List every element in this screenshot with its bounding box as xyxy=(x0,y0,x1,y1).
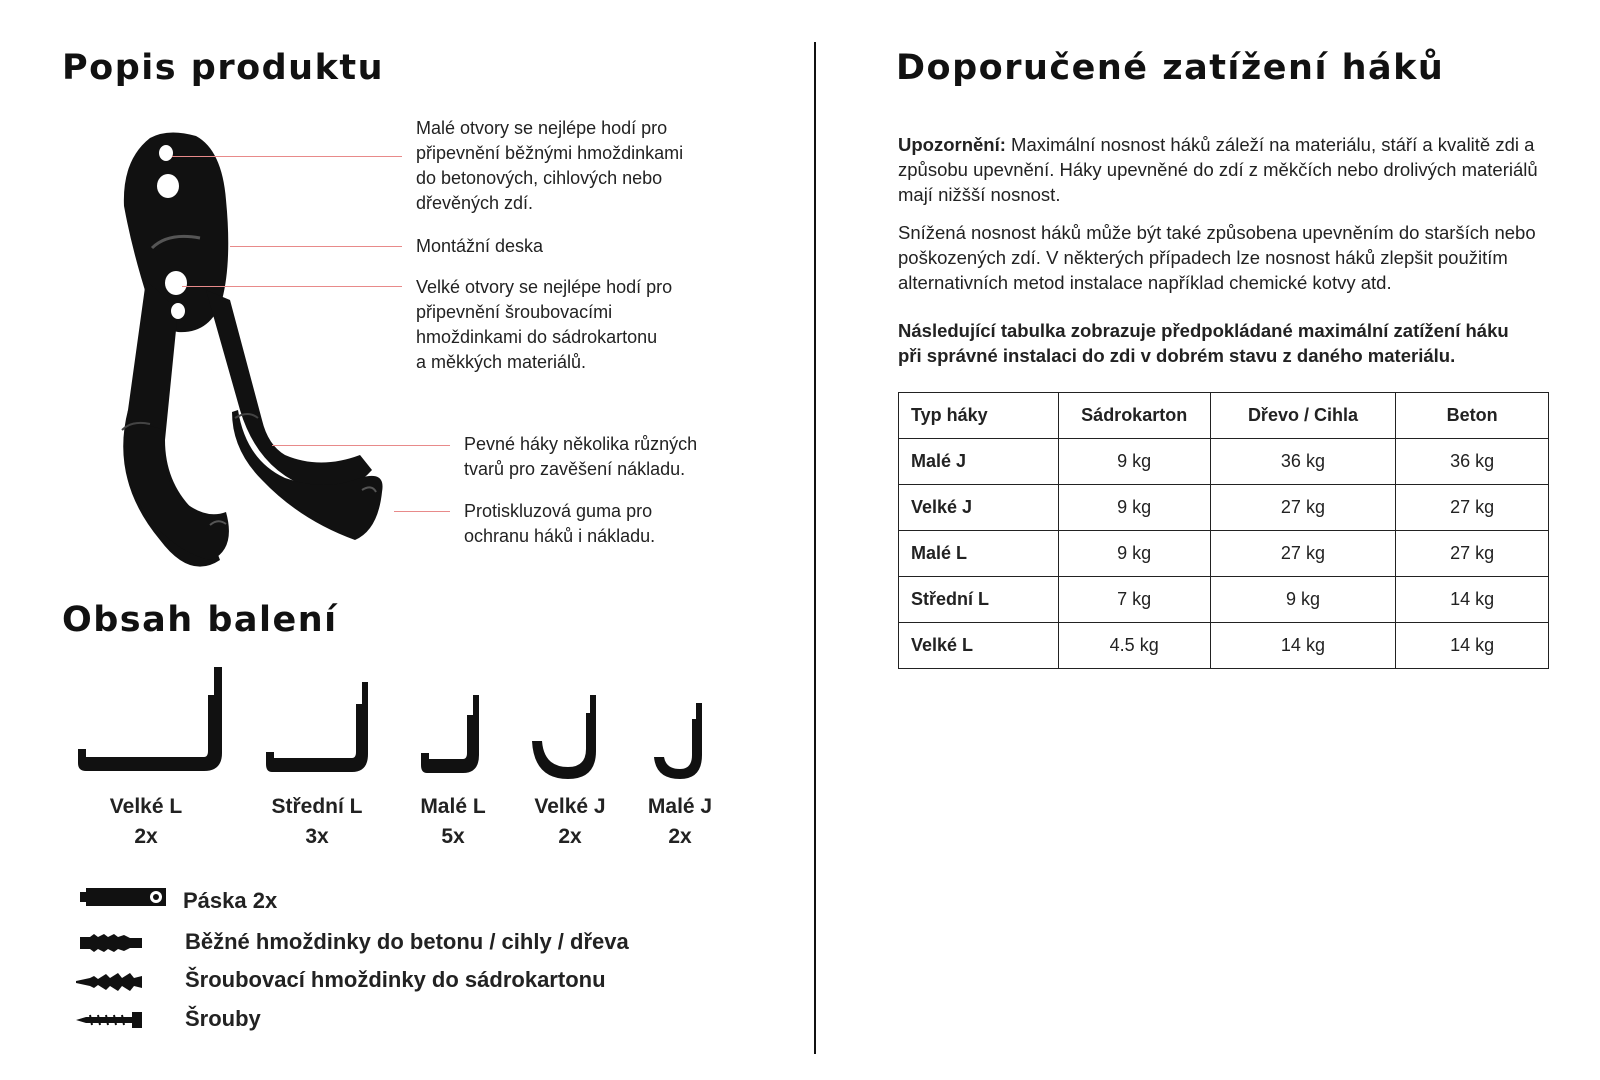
package-contents-title: Obsah balení xyxy=(62,600,338,640)
product-description-title: Popis produktu xyxy=(62,48,385,88)
accessory-drywall-anchor-label: Šroubovací hmoždinky do sádrokartonu xyxy=(185,967,606,992)
table-cell: 14 kg xyxy=(1210,623,1396,669)
table-cell: 4.5 kg xyxy=(1058,623,1210,669)
warning-label: Upozornění: xyxy=(898,134,1006,155)
table-header-cell: Dřevo / Cihla xyxy=(1210,393,1396,439)
leader-line-small-holes xyxy=(172,156,402,157)
wall-plug-icon xyxy=(80,932,146,954)
hook-item-name: Malé J xyxy=(647,795,713,818)
leader-line-mount-plate xyxy=(230,246,402,247)
large-j-hook-icon xyxy=(530,693,610,788)
table-cell: 36 kg xyxy=(1396,439,1549,485)
table-row xyxy=(899,623,1549,669)
hook-item-small-j xyxy=(630,792,730,852)
hook-item-small-l xyxy=(403,792,503,852)
table-cell: 27 kg xyxy=(1396,485,1549,531)
table-intro-paragraph: Následující tabulka zobrazuje předpokládané maximální zatížení háku při správné instalaci do zdi v dobrém stavu z daného materiálu. xyxy=(898,320,1509,366)
strap-icon xyxy=(80,886,170,912)
hook-item-large-l xyxy=(96,792,196,852)
large-l-hook-icon xyxy=(76,665,226,780)
reduced-capacity-paragraph: Snížená nosnost háků může být také způsobena upevněním do starších nebo poškozených zdí. V některých případech lze nosnost háků zlepšit použitím alternativních metod instalace například chemické kotvy atd. xyxy=(898,222,1536,293)
callout-hooks: Pevné háky několika různých tvarů pro zavěšení nákladu. xyxy=(464,434,698,479)
table-cell: Střední L xyxy=(899,577,1059,623)
table-row xyxy=(899,577,1549,623)
screw-icon xyxy=(76,1009,146,1031)
table-row xyxy=(899,531,1549,577)
accessory-strap-label: Páska 2x xyxy=(183,888,278,913)
hook-item-name: Malé L xyxy=(420,795,486,818)
callout-large-holes: Velké otvory se nejlépe hodí pro připevnění šroubovacími hmoždinkami do sádrokartonu a měkkých materiálů. xyxy=(416,277,673,372)
recommended-load-title: Doporučené zatížení háků xyxy=(896,48,1445,88)
table-row xyxy=(899,439,1549,485)
warning-text: Maximální nosnost háků záleží na materiálu, stáří a kvalitě zdi a způsobu upevnění. Háky upevněné do zdí z měkčích nebo drolivých materiálů mají nižšší nosnost. xyxy=(898,134,1538,205)
leader-line-hooks xyxy=(272,445,450,446)
hook-item-medium-l xyxy=(257,792,377,852)
table-cell: Malé L xyxy=(899,531,1059,577)
accessory-wall-plug-label: Běžné hmoždinky do betonu / cihly / dřeva xyxy=(185,929,629,954)
table-cell: 9 kg xyxy=(1210,577,1396,623)
hook-item-name: Velké J xyxy=(534,795,606,818)
table-cell: 14 kg xyxy=(1396,623,1549,669)
table-cell: Velké J xyxy=(899,485,1059,531)
table-cell: 27 kg xyxy=(1210,485,1396,531)
medium-l-hook-icon xyxy=(264,680,374,780)
drywall-anchor-icon xyxy=(76,970,146,994)
table-header-cell: Beton xyxy=(1396,393,1549,439)
table-cell: 14 kg xyxy=(1396,577,1549,623)
leader-line-large-holes xyxy=(182,286,402,287)
table-cell: 36 kg xyxy=(1210,439,1396,485)
table-row xyxy=(899,485,1549,531)
hook-item-name: Střední L xyxy=(271,795,363,818)
load-table xyxy=(898,392,1549,669)
table-cell: 27 kg xyxy=(1210,531,1396,577)
hook-item-qty: 5x xyxy=(441,825,465,848)
table-cell: 9 kg xyxy=(1058,439,1210,485)
table-header-cell: Typ háky xyxy=(899,393,1059,439)
hook-item-name: Velké L xyxy=(109,795,183,818)
warning-paragraph xyxy=(898,132,1558,207)
table-cell: Malé J xyxy=(899,439,1059,485)
table-cell: 9 kg xyxy=(1058,531,1210,577)
table-cell: Velké L xyxy=(899,623,1059,669)
column-divider xyxy=(814,42,816,1054)
table-cell: 7 kg xyxy=(1058,577,1210,623)
hook-illustration xyxy=(0,0,420,600)
hook-item-qty: 2x xyxy=(668,825,692,848)
table-cell: 9 kg xyxy=(1058,485,1210,531)
table-header-row xyxy=(899,393,1549,439)
small-l-hook-icon xyxy=(419,693,489,783)
hook-item-qty: 3x xyxy=(305,825,329,848)
hook-item-qty: 2x xyxy=(558,825,582,848)
accessory-screw-label: Šrouby xyxy=(185,1006,261,1031)
table-cell: 27 kg xyxy=(1396,531,1549,577)
callout-small-holes: Malé otvory se nejlépe hodí pro připevnění běžnými hmoždinkami do betonových, cihlových nebo dřevěných zdí. xyxy=(416,118,684,213)
table-header-cell: Sádrokarton xyxy=(1058,393,1210,439)
small-j-hook-icon xyxy=(652,701,712,786)
hook-item-qty: 2x xyxy=(134,825,158,848)
callout-mount-plate: Montážní deska xyxy=(416,236,544,256)
callout-rubber: Protiskluzová guma pro ochranu háků i nákladu. xyxy=(464,501,656,546)
leader-line-rubber xyxy=(394,511,450,512)
hook-item-large-j xyxy=(520,792,620,852)
